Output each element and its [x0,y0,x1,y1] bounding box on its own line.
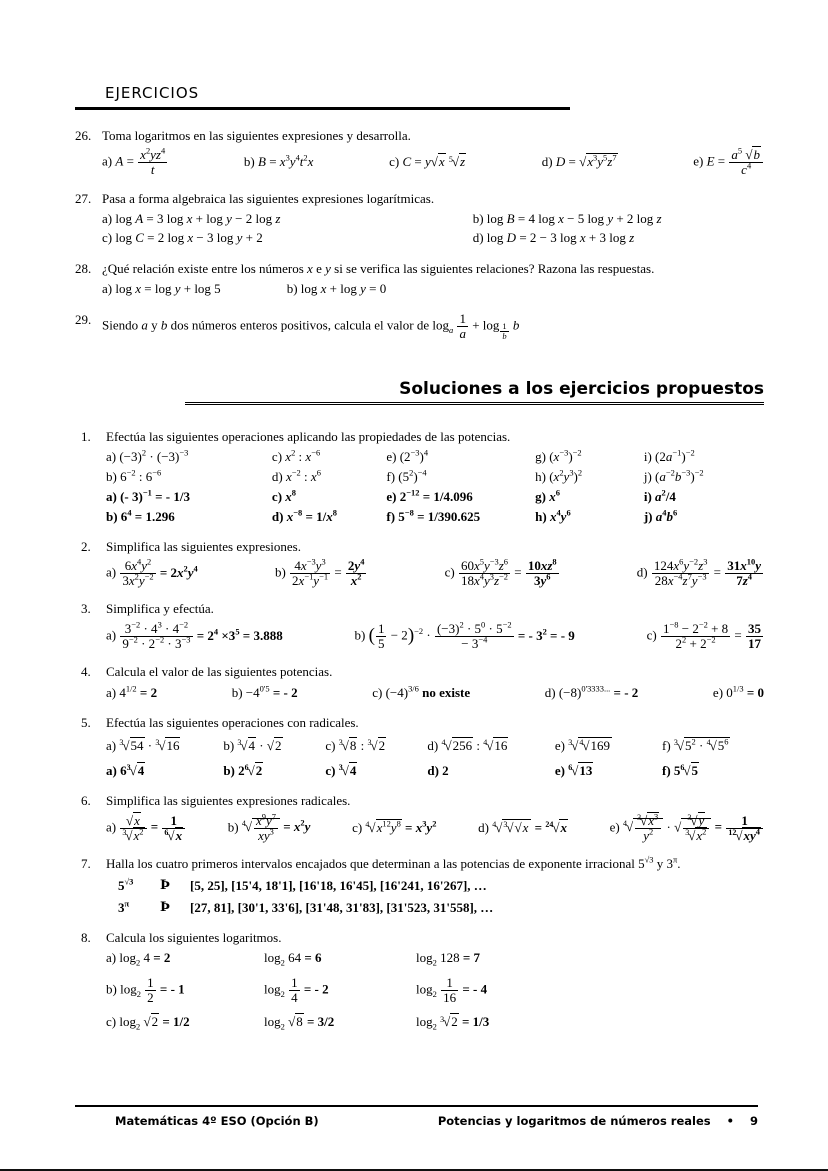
answer: a) $6^3√4$ [106,762,145,778]
exercise-statement: ¿Qué relación existe entre los números x e y si se verifica las siguientes relaciones? Razona las respuestas. [102,261,655,277]
solution-2 [75,539,764,589]
formula: h) $(x^2y^3)^2$ [535,467,583,484]
formula: a) log A = 3 log x + log y − 2 log z [102,211,281,227]
answer: h) $x^4y^6$ [535,507,571,524]
answer: j) $a^4b^6$ [643,507,678,524]
formula: b) $\log_2$ $\frac{1}{2}$ = - 1 [106,975,185,1006]
answer: d) $x^{-8} = 1/x^8$ [271,507,338,524]
exercise-statement: Pasa a forma algebraica las siguientes expresiones logarítmicas. [102,191,435,207]
solution-statement: Calcula los siguientes logaritmos. [106,929,282,945]
exercise-27 [75,191,764,247]
formula: c) $\frac{1^{-8} - 2^{-2} + 8}{2^2 + 2^{-2}}$ = $\frac{35}{17}$ [646,620,761,652]
answer: b) $6^4 = 1.296$ [106,507,175,524]
formula: e) $^3$√$^4$√169 [554,738,610,754]
arrow-icon: Þ [160,899,170,915]
exercise-number: 27. [75,191,92,207]
solution-7 [75,856,764,917]
formula: a) $\frac{√x}{^3√x^2}$ = $\frac{1}{^6√x}$ [106,814,186,843]
formula: a) $^3$√54 · $^3$√16 [106,738,180,754]
formula: i) $(2a^{-1})^{-2}$ [643,447,695,464]
formula: d) $x^{-2}$ : $x^6$ [271,467,321,484]
solution-statement: Efectúa las siguientes operaciones aplicando las propiedades de las potencias. [106,429,511,445]
footer-book-title: Matemáticas 4º ESO (Opción B) [115,1114,319,1129]
formula: c) log C = 2 log x − 3 log y + 2 [102,230,263,246]
solution-number: 3. [81,601,91,617]
solution-3 [75,601,764,651]
answer: c) $^3$√4 [325,762,357,778]
formula: d) log D = 2 − 3 log x + 3 log z [472,230,635,246]
formula: b) $^4$√ $\frac{x^9y^7}{xy^3}$ = $x^2y$ [227,811,311,843]
formula: d) $^4$√$^3$√√x = $^{24}$√x [478,819,567,835]
solution-8 [75,930,764,1032]
page-footer [75,1105,758,1129]
solution-number: 5. [81,715,91,731]
solution-statement: Halla los cuatro primeros intervalos encajados que determinan a las potencias de exponente irracional $5^{√3}$ y $3^\pi$. [106,854,681,871]
formula: $\log_2 √8 = 3/2$ [264,1014,335,1032]
arrow-icon: Þ [160,877,170,893]
exercise-number: 28. [75,261,92,277]
formula: c) $(-4)^{3/6}$ no existe [372,683,471,701]
formula: e) $(2^{-3})^4$ [386,447,429,464]
page-title: EJERCICIOS [105,84,200,102]
formula: a) A = $\frac{x^2yz^4}{t}$ [102,146,166,178]
exercise-28 [75,261,764,298]
solution-statement: Calcula el valor de las siguientes potencias. [106,664,333,680]
formula: $\log_2$ $\frac{1}{16}$ = - 4 [416,975,488,1006]
formula: d) $\frac{124x^6y^{-2}z^3}{28x^{-4}z^7y^{-3}}$ = $\frac{31x^{10}y}{7z^4}$ [636,557,761,589]
answer: c) $x^8$ [271,487,296,504]
answer: e) $^6$√13 [554,762,593,778]
formula: a) $\log_2 4 = 2$ [106,950,171,968]
formula: $\log_2 ^3√2 = 1/3$ [416,1014,490,1032]
formula: a) log x = log y + log 5 [102,281,221,297]
formula: c) $\log_2 √2 = 1/2$ [106,1014,190,1032]
interval-line [118,900,764,917]
solution-statement: Simplifica las siguientes expresiones. [106,538,301,554]
formula: e) E = $\frac{a^5 √b}{c^4}$ [693,148,764,177]
formula: d) $D = √x^3y^5z^7$ [541,153,617,170]
power-label: $5^{√3}$ [118,876,134,893]
formula: a) $\frac{3^{-2} \cdot 4^3 \cdot 4^{-2}}{9^{-2} \cdot 2^{-2} \cdot 3^{-3}}$ = $2^4 \times 3^5 = 3.888$ [106,620,283,652]
exercise-29 [75,312,764,344]
solutions-title: Soluciones a los ejercicios propuestos [399,378,764,399]
footer-chapter-title: Potencias y logaritmos de números reales [437,1114,711,1129]
answer: f) $5^6√5$ [661,762,699,778]
formula: b) $B = x^3y^4t^2x$ [243,153,314,170]
answer: f) $5^{-8} = 1/390.625$ [386,507,481,524]
solution-number: 4. [81,664,91,680]
solution-statement: Efectúa las siguientes operaciones con radicales. [106,715,359,731]
answer: g) $x^6$ [535,487,560,504]
solution-number: 1. [81,429,91,445]
formula: $b) -4^{0'5}$ = - 2 [231,683,298,701]
formula: b) $^3$√4 · √2 [223,738,282,754]
formula: $\log_2$ $\frac{1}{4}$ = - 2 [264,975,329,1006]
answer: b) $2^6√2$ [223,762,263,778]
footer-page-number: 9 [749,1114,758,1129]
solution-number: 8. [81,929,91,945]
formula: j) $(a^{-2}b^{-3})^{-2}$ [643,467,704,484]
answer: a) (- 3)$^{-1}$ = - 1/3 [106,487,190,504]
formula: b) log x + log y = 0 [286,281,387,297]
formula: f) $^3√5^2 \cdot ^4√5^6$ [661,736,729,754]
solution-4 [75,664,764,702]
power-label: $3^\pi$ [118,898,130,915]
answer: e) $2^{-12} = 1/4.096$ [386,487,473,504]
exercise-number: 26. [75,127,92,143]
answer: i) $a^2/4$ [643,487,676,504]
intervals: [5, 25], [15'4, 18'1], [16'18, 16'45], [16'241, 16'267], … [190,877,487,893]
footer-bullet: • [726,1114,734,1129]
solutions-title-block [185,378,764,405]
solution-number: 7. [81,855,91,871]
formula: b) ( $\frac{1}{5}$ − 2)$^{-2}$ · $\frac{(-3)^2 \cdot 5^0 \cdot 5^{-2}}{- 3^{-4}}$ = - $3^2$ = - 9 [354,620,575,652]
formula: c) $\frac{60x^5y^{-3}z^6}{18x^4y^3z^{-2}}$ = $\frac{10xz^8}{3y^6}$ [444,557,557,589]
formula: g) $(x^{-3})^{-2}$ [535,447,582,464]
exercise-26 [75,128,764,178]
solution-6 [75,793,764,843]
formula: c) $^4√x^{12}y^8 = x^3y^2$ [352,818,437,835]
interval-line [118,878,764,895]
solution-statement: Simplifica y efectúa. [106,601,214,617]
formula: b) $6^{-2}$ : $6^{-6}$ [106,467,162,484]
formula: c) C = y√x $^5$√z [389,154,466,170]
solution-number: 6. [81,792,91,808]
exercise-statement: Toma logaritmos en las siguientes expresiones y desarrolla. [102,127,411,143]
formula: f) $(5^2)^{-4}$ [386,467,427,484]
formula: e) $0^{1/3} = 0$ [712,683,764,701]
header-rule [75,107,570,110]
formula: c) $^3$√8 : $^3$√2 [325,738,386,754]
section-header [75,84,764,110]
formula: $\log_2 64 = 6$ [264,950,322,968]
exercise-number: 29. [75,311,92,327]
formula: b) log B = 4 log x − 5 log y + 2 log z [472,211,662,227]
solution-5 [75,715,764,780]
formula: a) $(-3)^2 \cdot (-3)^{-3}$ [106,447,189,464]
formula: a) $4^{1/2} = 2$ [106,683,158,701]
formula: a) $\frac{6x^4y^2}{3x^2y^{-2}}$ = $2x^2y^4$ [106,557,198,589]
formula: d) $(-8)^{0'3333...}$ = - 2 [544,683,639,701]
formula: d) $^4$√256 : $^4$√16 [427,738,508,754]
solution-1 [75,429,764,525]
intervals: [27, 81], [30'1, 33'6], [31'48, 31'83], [31'523, 31'558], … [190,899,494,915]
formula: $\log_2 128 = 7$ [416,950,481,968]
formula: c) $x^2$ : $x^{-6}$ [271,447,321,464]
formula: e) $^4$√ $\frac{^3√x^3}{y^2}$ · √ $\frac{^3√y}{^3√x^2}$ = $\frac{1}{^{12}√xy^4}$ [610,814,764,843]
solution-statement: Simplifica las siguientes expresiones radicales. [106,792,351,808]
exercise-statement: Siendo a y b dos números enteros positivos, calcula el valor de $\log_a$ $\frac{1}{a}$ + log $_{\frac{1}{b}}$ b [102,310,520,341]
solution-number: 2. [81,538,91,554]
answer: d) 2 [427,762,449,778]
formula: b) $\frac{4x^{-3}y^3}{2x^{-1}y^{-1}}$ = $\frac{2y^4}{x^2}$ [274,557,365,589]
